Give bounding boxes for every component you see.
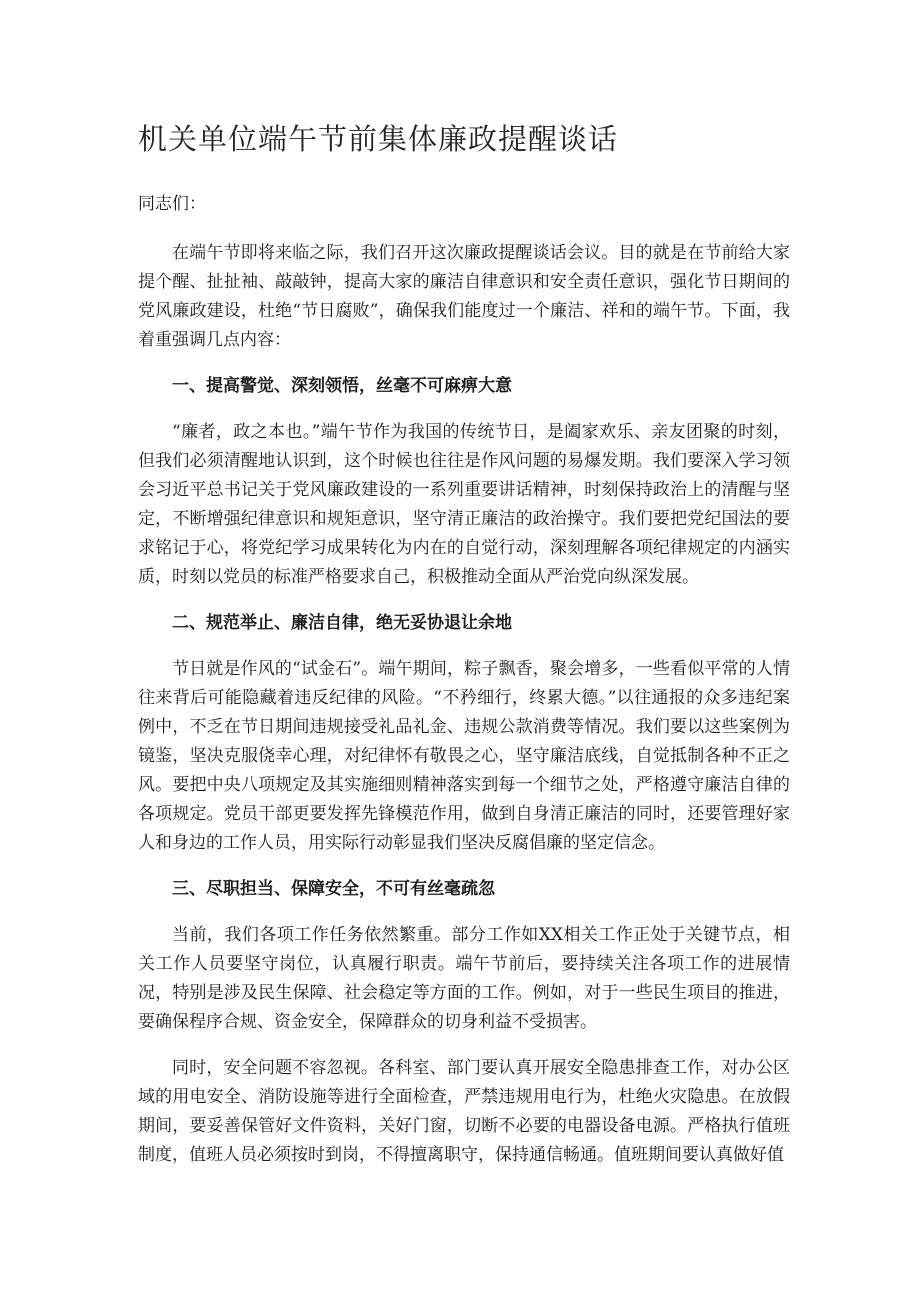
salutation: 同志们：: [138, 194, 206, 214]
document-page: [138, 118, 790, 1187]
document-title: 机关单位端午节前集体廉政提醒谈话: [138, 122, 619, 156]
section-2-heading: 二、规范举止、廉洁自律，绝无妥协退让余地: [172, 613, 512, 633]
section-1-paragraph: “廉者，政之本也。”端午节作为我国的传统节日，是阖家欢乐、亲友团聚的时刻，但我们必须清醒地认识到，这个时候也往往是作风问题的易爆发期。我们要深入学习领会习近平总书记关于党风廉政建设的一系列重要讲话精神，时刻保持政治上的清醒与坚定，不断增强纪律意识和规矩意识，坚守清正廉洁的政治操守。我们要把党纪国法的要求铭记于心，将党纪学习成果转化为内在的自觉行动，深刻理解各项纪律规定的内涵实质，时刻以党员的标准严格要求自己，积极推动全面从严治党向纵深发展。: [138, 422, 790, 587]
intro-paragraph: 在端午节即将来临之际，我们召开这次廉政提醒谈话会议。目的就是在节前给大家提个醒、扯扯袖、敲敲钟，提高大家的廉洁自律意识和安全责任意识，强化节日期间的党风廉政建设，杜绝“节日腐败”，确保我们能度过一个廉洁、祥和的端午节。下面，我着重强调几点内容：: [138, 243, 790, 350]
section-3-paragraph-2: 同时，安全问题不容忽视。各科室、部门要认真开展安全隐患排查工作，对办公区域的用电安全、消防设施等进行全面检查，严禁违规用电行为，杜绝火灾隐患。在放假期间，要妥善保管好文件资料，关好门窗，切断不必要的电器设备电源。严格执行值班制度，值班人员必须按时到岗，不得擅离职守，保持通信畅通。值班期间要认真做好值: [138, 1058, 790, 1165]
section-2-paragraph: 节日就是作风的“试金石”。端午期间，粽子飘香，聚会增多，一些看似平常的人情往来背后可能隐藏着违反纪律的风险。“不矜细行，终累大德。”以往通报的众多违纪案例中，不乏在节日期间违规接受礼品礼金、违规公款消费等情况。我们要以这些案例为镜鉴，坚决克服侥幸心理，对纪律怀有敬畏之心，坚守廉洁底线，自觉抵制各种不正之风。要把中央八项规定及其实施细则精神落实到每一个细节之处，严格遵守廉洁自律的各项规定。党员干部更要发挥先锋模范作用，做到自身清正廉洁的同时，还要管理好家人和身边的工作人员，用实际行动彰显我们坚决反腐倡廉的坚定信念。: [138, 659, 790, 853]
section-3-heading: 三、尽职担当、保障安全，不可有丝毫疏忽: [172, 879, 495, 899]
section-1-heading: 一、提高警觉、深刻领悟，丝毫不可麻痹大意: [172, 376, 512, 396]
section-3-paragraph-1: 当前，我们各项工作任务依然繁重。部分工作如XX相关工作正处于关键节点，相关工作人员要坚守岗位，认真履行职责。端午节前后，要持续关注各项工作的进展情况，特别是涉及民生保障、社会稳定等方面的工作。例如，对于一些民生项目的推进，要确保程序合规、资金安全，保障群众的切身利益不受损害。: [138, 925, 790, 1032]
